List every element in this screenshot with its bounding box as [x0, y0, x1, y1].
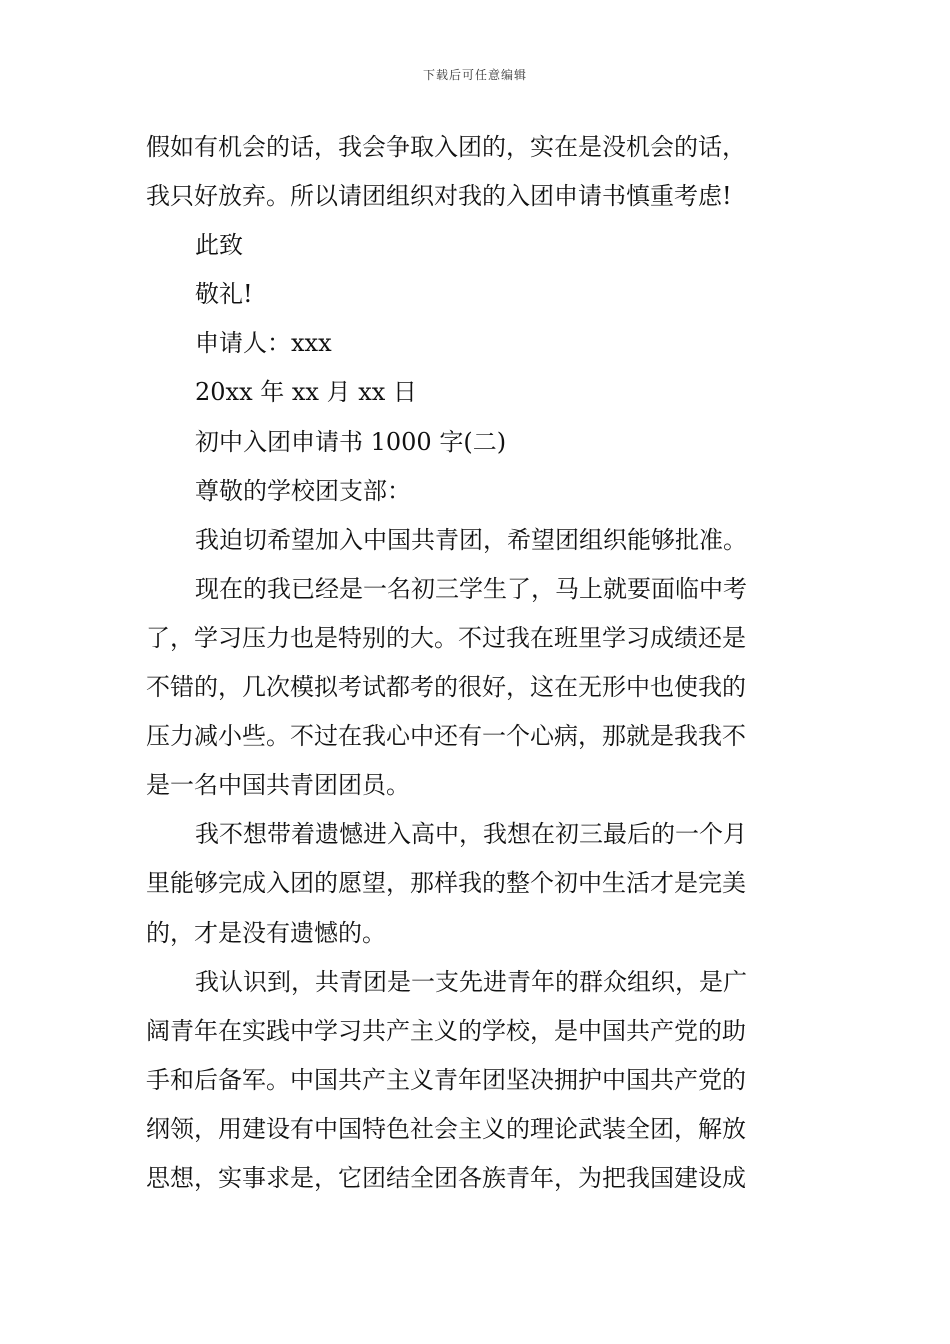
paragraph-line: 阔青年在实践中学习共产主义的学校，是中国共产党的助: [146, 1016, 746, 1045]
text-line: 我只好放弃。所以请团组织对我的入团申请书慎重考虑!: [146, 182, 732, 211]
paragraph-line: 是一名中国共青团团员。: [146, 771, 410, 800]
paragraph-line: 压力减小些。不过在我心中还有一个心病，那就是我我不: [146, 722, 746, 751]
date-line: 20xx 年 xx 月 xx 日: [195, 378, 417, 407]
paragraph-line: 现在的我已经是一名初三学生了，马上就要面临中考: [195, 574, 747, 603]
document-body: [146, 123, 810, 1203]
text-line: 假如有机会的话，我会争取入团的，实在是没机会的话，: [146, 133, 746, 161]
paragraph-line: 里能够完成入团的愿望，那样我的整个初中生活才是完美: [146, 869, 746, 898]
section-title: 初中入团申请书 1000 字(二): [195, 427, 507, 456]
greeting-line: 尊敬的学校团支部：: [195, 476, 411, 505]
paragraph-line: 纲领，用建设有中国特色社会主义的理论武装全团，解放: [146, 1114, 746, 1143]
salutation: 敬礼!: [195, 280, 253, 309]
paragraph-line: 不错的，几次模拟考试都考的很好，这在无形中也使我的: [146, 673, 746, 702]
paragraph-line: 手和后备军。中国共产主义青年团坚决拥护中国共产党的: [146, 1065, 746, 1094]
paragraph-line: 的，才是没有遗憾的。: [146, 918, 386, 947]
paragraph-line: 了，学习压力也是特别的大。不过我在班里学习成绩还是: [146, 623, 746, 652]
paragraph-line: 我不想带着遗憾进入高中，我想在初三最后的一个月: [195, 820, 747, 849]
paragraph-line: 我迫切希望加入中国共青团，希望团组织能够批准。: [195, 525, 747, 554]
paragraph-line: 我认识到，共青团是一支先进青年的群众组织，是广: [195, 967, 747, 996]
applicant-line: 申请人：xxx: [195, 329, 332, 358]
download-note: 下载后可任意编辑: [422, 68, 527, 82]
closing-phrase: 此致: [195, 231, 243, 260]
paragraph-line: 思想，实事求是，它团结全团各族青年，为把我国建设成: [146, 1163, 746, 1192]
